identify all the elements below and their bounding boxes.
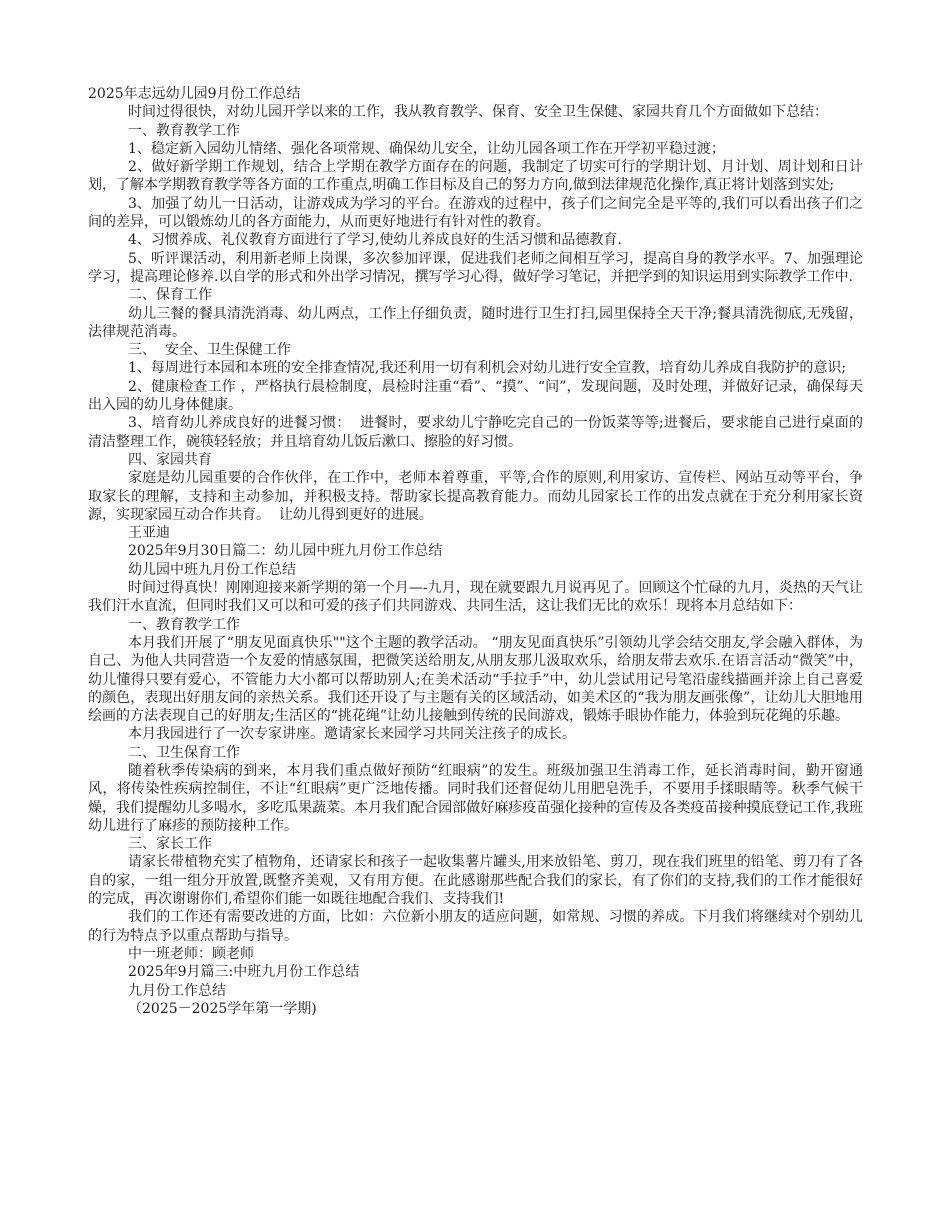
section-heading: 三、 安全、卫生保健工作 <box>128 342 291 359</box>
subtitle: 九月份工作总结 <box>128 982 226 999</box>
date-line: 2025年9月篇三:中班九月份工作总结 <box>128 964 360 981</box>
paragraph: 5、听评课活动，利用新老师上岗课，多次参加评课，促进我们老师之间相互学习，提高自身的教学水平。7、加强理论学习，提高理论修养.以自学的形式和外出学习情况，撰写学习心得，做好学习笔记，并把学到的知识运用到实际教学工作中. <box>88 250 863 285</box>
section-heading: 四、家园共育 <box>128 451 212 468</box>
paragraph: 1、稳定新入园幼儿情绪、强化各项常规、确保幼儿安全，让幼儿园各项工作在开学初平稳过渡； <box>128 140 725 157</box>
paragraph: 本月我们开展了“朋友见面真快乐""这个主题的教学活动。 “朋友见面真快乐”引领幼儿学会结交朋友,学会融入群体，为自己、为他人共同营造一个友爱的情感氛围，把微笑送给朋友,从朋友那儿汲取欢乐，给朋友带去欢乐.在语言活动“微笑”中，幼儿懂得只要有爱心，不管能力大小都可以帮助别人;在美术活动“手拉手”中，幼儿尝试用记号笔沿虚线描画并涂上自己喜爱的颜色，表现出好朋友间的亲热关系。我们还开设了与主题有关的区域活动，如美术区的“我为朋友画张像”，让幼儿大胆地用绘画的方法表现自己的好朋友;生活区的“挑花绳”让幼儿接触到传统的民间游戏，锻炼手眼协作能力，体验到玩花绳的乐趣。 <box>88 634 863 725</box>
section-heading: 二、保育工作 <box>128 287 212 304</box>
term-line: （2025－2025学年第一学期) <box>128 1000 317 1017</box>
author-signature: 中一班老师：顾老师 <box>128 945 254 962</box>
document-title: 2025年志远幼儿园9月份工作总结 <box>88 86 301 102</box>
paragraph: 时间过得真快！刚刚迎接来新学期的第一个月—-九月，现在就要跟九月说再见了。回顾这个忙碌的九月，炎热的天气让我们汗水直流，但同时我们又可以和可爱的孩子们共同游戏、共同生活，这让我们无比的欢乐！现将本月总结如下： <box>88 580 863 615</box>
paragraph: 1、每周进行本园和本班的安全排查情况,我还利用一切有利机会对幼儿进行安全宣教，培育幼儿养成自我防护的意识; <box>128 360 847 377</box>
paragraph: 4、习惯养成、礼仪教育方面进行了学习,使幼儿养成良好的生活习惯和品德教育. <box>128 232 622 249</box>
section-heading: 二、卫生保育工作 <box>128 744 240 761</box>
author-signature: 王亚迪 <box>128 525 170 542</box>
paragraph: 3、培育幼儿养成良好的进餐习惯： 进餐时，要求幼儿宁静吃完自己的一份饭菜等等;进餐后，要求能自己进行桌面的清洁整理工作，碗筷轻轻放；并且培育幼儿饭后漱口、擦脸的好习惯。 <box>88 415 863 450</box>
paragraph: 幼儿三餐的餐具清洗消毒、幼儿两点，工作上仔细负责，随时进行卫生打扫,园里保持全天干净;餐具清洗彻底,无残留，法律规范消毒。 <box>88 305 863 340</box>
section-heading: 一、教育教学工作 <box>128 616 240 633</box>
paragraph: 家庭是幼儿园重要的合作伙伴，在工作中，老师本着尊重，平等,合作的原则,利用家访、宣传栏、网站互动等平台，争取家长的理解，支持和主动参加，并积极支持。帮助家长提高教育能力。而幼儿园家长工作的出发点就在于充分利用家长资源，实现家园互动合作共育。 让幼儿得到更好的进展。 <box>88 470 863 523</box>
paragraph: 时间过得很快，对幼儿园开学以来的工作，我从教育教学、保育、安全卫生保健、家园共育几个方面做如下总结： <box>128 104 828 121</box>
date-line: 2025年9月30日篇二：幼儿园中班九月份工作总结 <box>128 543 443 560</box>
paragraph: 2、健康检查工作 ，严格执行晨检制度，晨检时注重“看”、“摸”、“问”，发现问题，及时处理，并做好记录，确保每天出入园的幼儿身体健康。 <box>88 378 863 414</box>
paragraph: 请家长带植物充实了植物角，还请家长和孩子一起收集薯片罐头,用来放铅笔、剪刀，现在我们班里的铅笔、剪刀有了各自的家，一组一组分开放置,既整齐美观，又有用方便。在此感谢那些配合我们的家长，有了你们的支持,我们的工作才能很好的完成，再次谢谢你们,希望你们能一如既往地配合我们、支持我们! <box>88 854 863 908</box>
section-heading: 一、教育教学工作 <box>128 122 240 139</box>
document-page <box>88 85 863 1018</box>
section-heading: 三、家长工作 <box>128 836 212 853</box>
paragraph: 我们的工作还有需要改进的方面，比如：六位新小朋友的适应问题，如常规、习惯的养成。下月我们将继续对个别幼儿的行为特点予以重点帮助与指导。 <box>88 909 863 944</box>
paragraph: 3、加强了幼儿一日活动，让游戏成为学习的平台。在游戏的过程中，孩子们之间完全是平等的,我们可以看出孩子们之间的差异，可以锻炼幼儿的各方面能力，从而更好地进行有针对性的教育。 <box>88 195 863 231</box>
paragraph: 本月我园进行了一次专家讲座。邀请家长来园学习共同关注孩子的成长。 <box>128 726 576 743</box>
paragraph: 随着秋季传染病的到来，本月我们重点做好预防“红眼病”的发生。班级加强卫生消毒工作，延长消毒时间，勤开窗通风，将传染性疾病控制住，不让“红眼病”更广泛地传播。同时我们还督促幼儿用肥皂洗手，不要用手揉眼睛等。秋季气候干燥，我们提醒幼儿多喝水，多吃瓜果蔬菜。本月我们配合园部做好麻疹疫苗强化接种的宣传及各类疫苗接种摸底登记工作,我班幼儿进行了麻疹的预防接种工作。 <box>88 762 863 834</box>
subtitle: 幼儿园中班九月份工作总结 <box>128 561 296 578</box>
paragraph: 2、做好新学期工作规划，结合上学期在教学方面存在的问题，我制定了切实可行的学期计划、月计划、周计划和日计划，了解本学期教育教学等各方面的工作重点,明确工作目标及自己的努力方向,做到法律规范化操作,真正将计划落到实处; <box>88 159 863 194</box>
